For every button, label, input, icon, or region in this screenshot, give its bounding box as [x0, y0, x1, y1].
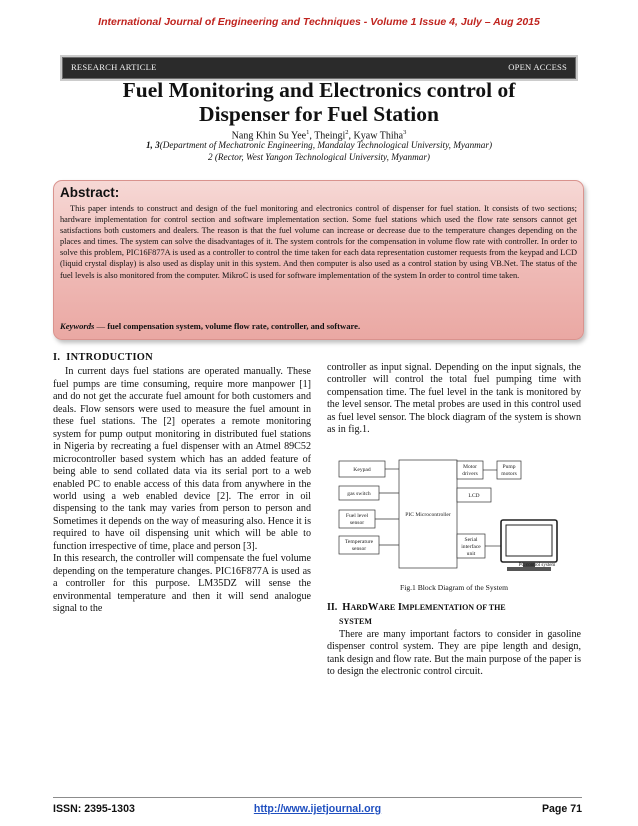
section-heading-introduction	[53, 352, 311, 364]
temperature-label: Temperature	[344, 539, 374, 545]
right-column	[327, 362, 581, 437]
author-name: Kyaw Thiha	[353, 130, 404, 142]
footer-divider	[53, 797, 582, 798]
author-name: Theingi	[314, 130, 346, 142]
article-banner	[62, 57, 576, 79]
intro-paragraph-2: In this research, the controller will compensate the fuel volume depending on the temperature changes. PIC16F877A is used as a controller for this purpose. LM35DZ will sense the environmental temperature and then it will send analogue signal to the	[53, 553, 311, 615]
serial-interface-label: unit	[466, 551, 476, 557]
serial-interface-label: Serial	[464, 537, 478, 543]
author-name: Nang Khin Su Yee	[231, 130, 307, 142]
section-number: II.	[327, 602, 338, 613]
section-heading-hardware: II. HARDWARE IMPLEMENTATION OF THE SYSTEM	[327, 602, 506, 626]
keywords-label: Keywords	[60, 321, 95, 331]
lcd-label: LCD	[468, 493, 480, 499]
motor-drivers-label: Motor	[463, 464, 477, 470]
abstract-box	[53, 180, 584, 340]
keywords-line	[60, 321, 577, 332]
abstract-heading: Abstract:	[60, 185, 120, 200]
section-2	[327, 601, 581, 679]
fuel-level-label: Fuel level	[345, 513, 369, 519]
paper-title-line1: Fuel Monitoring and Electronics control of	[122, 78, 516, 102]
keywords-separator: —	[94, 321, 108, 331]
page-number: Page 71	[541, 803, 582, 815]
block-diagram	[333, 450, 578, 595]
keypad-label: Keypad	[353, 467, 371, 473]
issn-label: ISSN: 2395-1303	[53, 803, 135, 815]
section-number: I.	[53, 352, 61, 363]
temperature-label: sensor	[351, 546, 367, 552]
intro-paragraph-1: In current days fuel stations are operated manually. These fuel pumps are time consuming, require more manpower [1] and do not get the accurate fuel amount for both customers and deals. Flow sensors were used to measure the fuel amount in these fuel stations. The [2] operates a remote monitoring system for pump output monitoring in distributed fuel stations in Nigeria by recreating a fuel dispenser with an Atmel 89C52 microcontroller based system which has an added feature of being able to send collated data via its serial port to a web enabled PC to enable access of this data from anywhere in the world using a web enabled device [2]. The error in oil dispensing to the tank may varies from person to person and Sometimes it depends on the way of measuring also. Hence it is required to have oil dispensing unit which will be able to function irrespective of time, place and person [3].	[53, 366, 311, 552]
author-affil-sup: 2	[345, 129, 349, 136]
abstract-text: This paper intends to construct and design of the fuel monitoring and electronics control of dispenser for fuel station. It consists of two sections; hardware implementation for control section and software implementation section. Some fuel stations which used the flow rate sensors cannot get satisfactions both customers and dealers. The reason is that the fuel volume can increase or decrease due to the temperature changes depending on the places and times. The system can solve the disadvantages of it. The system controls for the compensation in volume flow rate with controller. In order to solve this problem, PIC16F877A is used as a controller to control the time taken for each data representation customer requests from the keypad and LCD (liquid crystal display) is also used as display unit in this system. And then computer is also used as a control station by using VB.Net. The status of the fuel levels is also monitored from the computer. MikroC is used for software implementation of the system In order to control time taken.	[60, 204, 577, 280]
pc-control-label: PC control system	[518, 563, 556, 568]
motor-drivers-label: drivers	[462, 471, 478, 477]
affiliation-prefix: 1, 3	[145, 140, 160, 150]
section-heading-line2: SYSTEM	[339, 617, 372, 626]
section-title: INTRODUCTION	[66, 352, 153, 363]
figure-caption: Fig.1 Block Diagram of the System	[400, 583, 508, 592]
fuel-level-label: sensor	[349, 520, 365, 526]
section-2-paragraph: There are many important factors to consider in gasoline dispenser control system. They are pipe length and design, tank design and flow rate. But the main purpose of the paper is to design the electronic control circuit.	[327, 629, 581, 678]
pic-label: PIC Microcontroller	[405, 512, 451, 518]
affiliation-2: 2 (Rector, West Yangon Technological University, Myanmar)	[207, 152, 430, 162]
article-type-label: RESEARCH ARTICLE	[71, 62, 157, 72]
open-access-label: OPEN ACCESS	[508, 62, 567, 72]
pump-motors-label: motors	[501, 471, 517, 477]
journal-header: International Journal of Engineering and Techniques - Volume 1 Issue 4, July – Aug 2015	[98, 16, 540, 28]
author-affil-sup: 3	[403, 129, 407, 136]
author-list: Nang Khin Su Yee$^1$, Theingi$^2$, Kyaw Thiha$^3$	[231, 129, 407, 142]
gas-switch-label: gas switch	[347, 491, 371, 497]
pump-motors-label: Pump	[502, 464, 516, 470]
paper-title-line2: Dispenser for Fuel Station	[199, 102, 439, 126]
keywords-text: fuel compensation system, volume flow rate, controller, and software.	[107, 321, 361, 331]
paper-title	[40, 78, 598, 126]
affiliation-text: (Department of Mechatronic Engineering, Mandalay Technological University, Myanmar)	[159, 140, 493, 150]
serial-interface-label: interface	[461, 544, 481, 550]
left-column	[53, 352, 311, 616]
affiliation-1	[30, 140, 608, 151]
journal-url-link[interactable]: http://www.ijetjournal.org	[253, 803, 382, 815]
author-affil-sup: 1	[306, 129, 310, 136]
intro-paragraph-3: controller as input signal. Depending on the input signals, the controller will control the total fuel pumping time with compensation time. The fuel level in the tank is monitored by the level sensor. The metal probes are used in this control used as fuel level sensor. The block diagram of the system is shown as in fig.1.	[327, 362, 581, 436]
